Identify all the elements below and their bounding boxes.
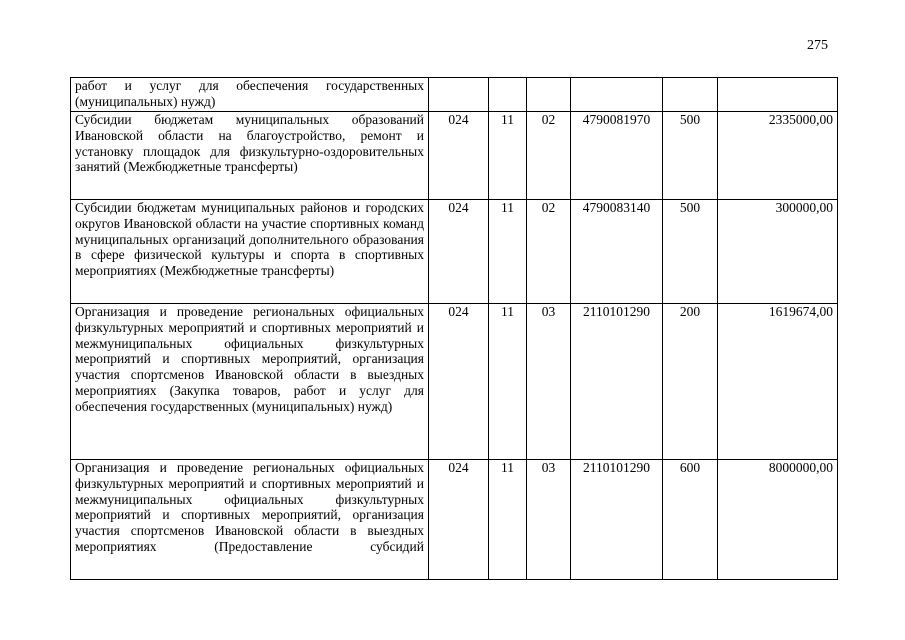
row-section: 11 bbox=[489, 460, 527, 580]
row-amount: 8000000,00 bbox=[718, 460, 838, 580]
row-subsection: 03 bbox=[527, 304, 571, 460]
row-expense-type: 200 bbox=[663, 304, 718, 460]
row-subsection bbox=[527, 78, 571, 112]
table-row bbox=[71, 112, 838, 200]
row-section: 11 bbox=[489, 112, 527, 200]
row-expense-type: 600 bbox=[663, 460, 718, 580]
row-expense-type bbox=[663, 78, 718, 112]
table-row bbox=[71, 200, 838, 304]
row-subsection: 02 bbox=[527, 112, 571, 200]
row-description: Субсидии бюджетам муниципальных образований Ивановской области на благоустройство, ремонт и установку площадок для физкультурно-оздоровительных занятий (Межбюджетные трансферты) bbox=[71, 112, 429, 200]
row-target-article: 2110101290 bbox=[571, 304, 663, 460]
row-section: 11 bbox=[489, 200, 527, 304]
row-description: Организация и проведение региональных официальных физкультурных мероприятий и спортивных мероприятий и межмуниципальных официальных физкультурных мероприятий и спортивных мероприятий, организация участия спортсменов Ивановской области в выездных мероприятиях (Закупка товаров, работ и услуг для обеспечения государственных (муниципальных) нужд) bbox=[71, 304, 429, 460]
table-row bbox=[71, 460, 838, 580]
row-subsection: 02 bbox=[527, 200, 571, 304]
row-description: Организация и проведение региональных официальных физкультурных мероприятий и спортивных мероприятий и межмуниципальных официальных физкультурных мероприятий и спортивных мероприятий, организация участия спортсменов Ивановской области в выездных мероприятиях (Предоставление субсидий bbox=[71, 460, 429, 580]
row-admin-code: 024 bbox=[429, 460, 489, 580]
row-amount: 300000,00 bbox=[718, 200, 838, 304]
row-admin-code: 024 bbox=[429, 304, 489, 460]
row-description: Субсидии бюджетам муниципальных районов и городских округов Ивановской области на участие спортивных команд муниципальных организаций дополнительного образования в сфере физической культуры и спорта в спортивных мероприятиях (Межбюджетные трансферты) bbox=[71, 200, 429, 304]
row-amount bbox=[718, 78, 838, 112]
row-target-article bbox=[571, 78, 663, 112]
row-section: 11 bbox=[489, 304, 527, 460]
row-expense-type: 500 bbox=[663, 112, 718, 200]
table-row bbox=[71, 304, 838, 460]
row-target-article: 4790081970 bbox=[571, 112, 663, 200]
row-admin-code bbox=[429, 78, 489, 112]
row-subsection: 03 bbox=[527, 460, 571, 580]
row-expense-type: 500 bbox=[663, 200, 718, 304]
row-target-article: 4790083140 bbox=[571, 200, 663, 304]
row-target-article: 2110101290 bbox=[571, 460, 663, 580]
row-amount: 1619674,00 bbox=[718, 304, 838, 460]
table-row bbox=[71, 78, 838, 112]
row-section bbox=[489, 78, 527, 112]
row-description: работ и услуг для обеспечения государственных (муниципальных) нужд) bbox=[71, 78, 429, 112]
budget-table bbox=[70, 77, 838, 580]
row-amount: 2335000,00 bbox=[718, 112, 838, 200]
page-number: 275 bbox=[807, 38, 828, 53]
row-admin-code: 024 bbox=[429, 112, 489, 200]
row-admin-code: 024 bbox=[429, 200, 489, 304]
